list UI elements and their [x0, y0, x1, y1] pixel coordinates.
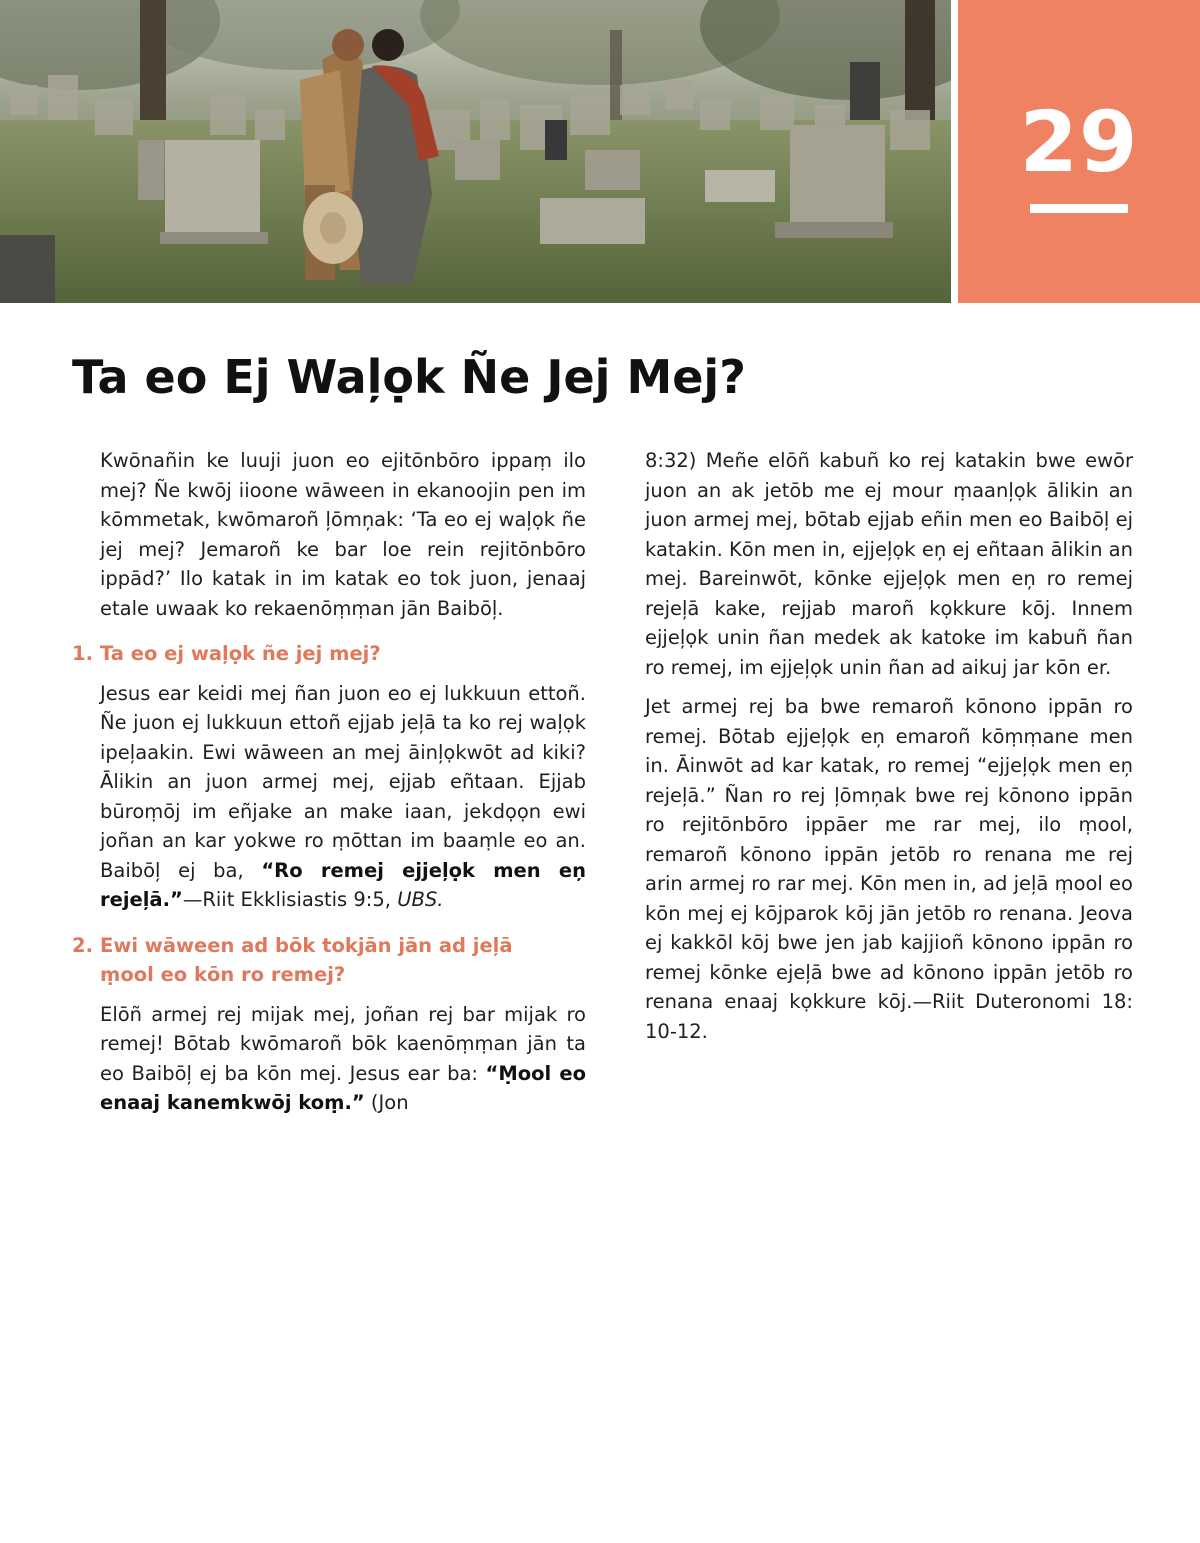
section-1-citation-note: UBS.: [397, 888, 444, 911]
closing-paragraph: Jet armej rej ba bwe remaroñ kōnono ippān ro remej. Bōtab ejjeļọk eņ emaroñ kōṃṃane men in. Āinwōt ad kar katak, ro remej “ejjeļọk men eņ rejeļā.” Ñan ro rej ļōmņak bwe rej kōnono ippān ro rejitōnbōro ippāer me rar mej, ilo ṃool, remaroñ kōnono ippān jetōb ro renana me rej arin armej ro rar mej. Kōn men in, ad jeļā ṃool eo kōn mej ej kōjparok kōj jān jetōb ro renana. Jeova ej kakkōl kōj bwe jen jab kajjioñ kōnono ippān ro remej kōnke ejeļā bwe ad kōnono ippān jetōb ro renana enaaj kọkkure kōj.—Riit Duteronomi 18: 10-12.: [645, 695, 1133, 1043]
section-1-quote: “Ro remej ejjeļọk men eņ rejeļā.”: [100, 858, 587, 911]
left-column: [72, 446, 586, 1128]
intro-paragraph: Kwōnañin ke luuji juon eo ejitōnbōro ippaṃ ilo mej? Ñe kwōj iioone wāween in ekanoojin pen im kōmmetak, kwōmaroñ ļōmņak: ‘Ta eo ej waļọk ñe jej mej? Jemaroñ ke bar loe rein rejitōnbōro ippād?’ Ilo katak in im katak eo tok juon, jenaaj etale uwaak ko rekaenōṃṃan jān Baibōļ.: [100, 449, 586, 620]
section-2-text-continued: (Jon: [370, 1091, 409, 1114]
page-title: Ta eo Ej Waļọk Ñe Jej Mej?: [72, 350, 746, 404]
header-photo-cemetery: [0, 0, 951, 303]
cemetery-illustration: [0, 0, 951, 303]
question-2: [72, 931, 586, 990]
section-2-text: Elōñ armej rej mijak mej, joñan rej bar mijak ro remej! Bōtab kwōmaroñ bōk kaenōṃṃan jān ta eo Baibōļ ej ba kōn mej. Jesus ear ba:: [100, 1002, 586, 1085]
section-2-quote: “Ṃool eo enaaj kanemkwōj koṃ.”: [100, 1061, 586, 1114]
section-1-text: Jesus ear keidi mej ñan juon eo ej lukkuun ettoñ. Ñe juon ej lukkuun ettoñ ejjab jeļā ta ko rej waļọk ipeļaakin. Ewi wāween an mej āinļọkwōt ad kiki? Ālikin an juon armej mej, ejjab eñtaan. Ejjab būroṃōj im eñjake an make iaan, jekdọọn ewi joñan an kar yokwe ro ṃōttan im baaṃle eo an. Baibōļ ej ba,: [100, 681, 586, 882]
lesson-number-box: [958, 0, 1200, 303]
question-2-number: 2.: [72, 933, 93, 957]
section-2-paragraph: [72, 1000, 586, 1118]
lesson-number: 29: [1019, 93, 1139, 191]
question-2-line-2: ṃool eo kōn ro remej?: [100, 963, 346, 986]
right-column: [645, 446, 1133, 1056]
question-1: [72, 639, 586, 669]
question-2-line-1: Ewi wāween ad bōk tokjān jān ad jeļā: [100, 933, 513, 957]
section-1-paragraph: [72, 679, 586, 915]
section-2-paragraph-continued: 8:32) Meñe elōñ kabuñ ko rej katakin bwe ewōr juon an ak jetōb me ej mour ṃaanļọk ālikin an juon armej mej, bōtab ejjab eñin men eo Baibōļ ej katakin. Kōn men in, ejjeļọk eņ ej eñtaan ālikin an mej. Bareinwōt, kōnke ejjeļọk men eņ ro remej rejeļā kake, rejjab maroñ kọkkure kōj. Innem ejjeļọk unin ñan medek ak katoke im kabuñ ñan ro remej, im ejjeļọk unin ñan ad aikuj jar kōn er.: [645, 449, 1133, 679]
question-1-text: Ta eo ej waļọk ñe jej mej?: [100, 642, 381, 665]
section-1-citation: —Riit Ekklisiastis 9:5,: [182, 888, 391, 911]
question-1-number: 1.: [72, 642, 93, 665]
lesson-number-underline: [1030, 204, 1128, 213]
